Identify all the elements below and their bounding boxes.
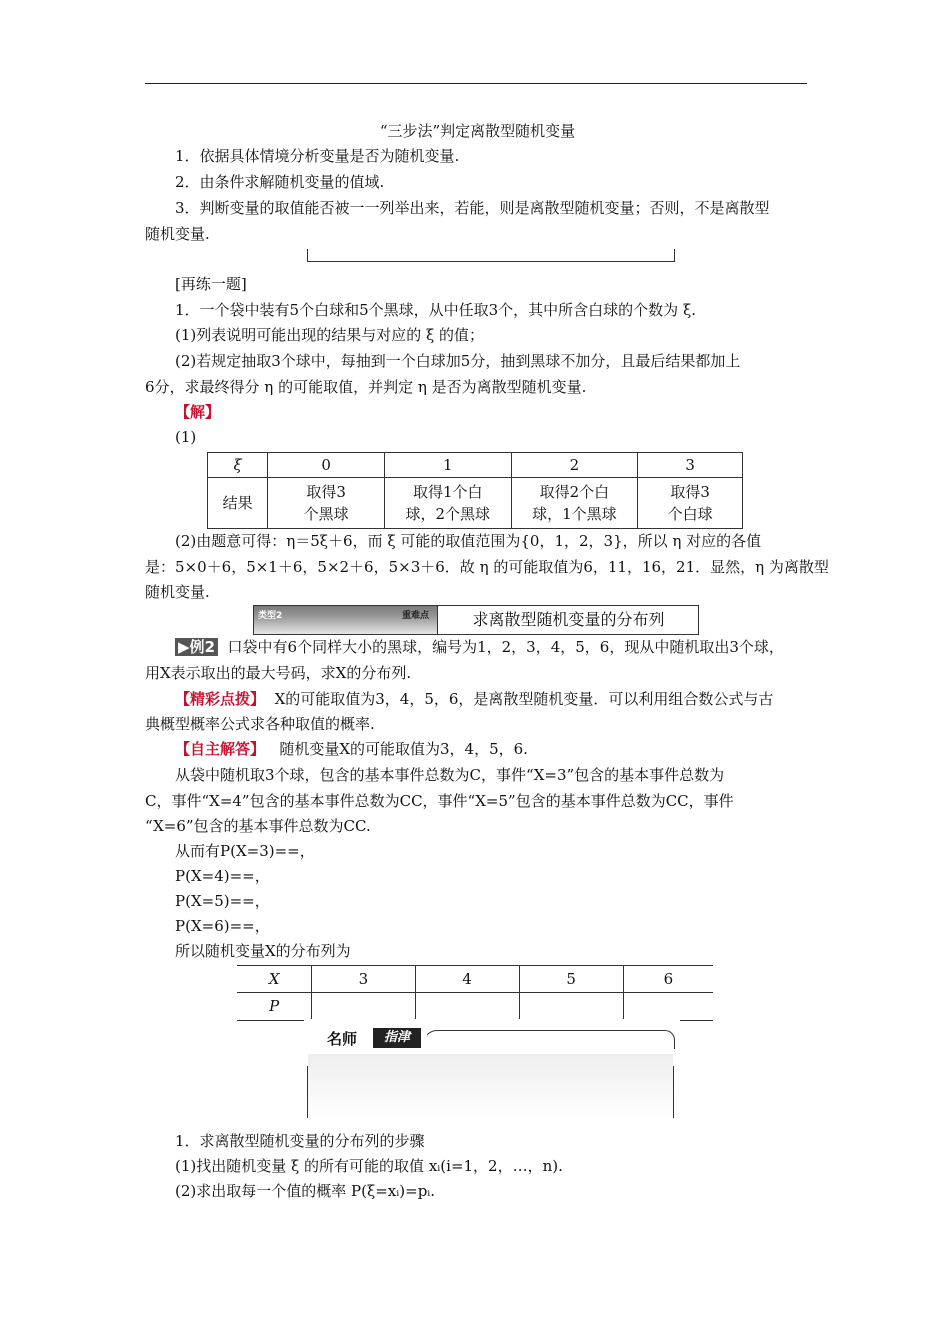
problem-line: (1)列表说明可能出现的结果与对应的 ξ 的值； xyxy=(175,326,485,344)
table-cell: 取得2个白 球，1个黑球 xyxy=(511,478,638,529)
tip-step: 2．由条件求解随机变量的值域. xyxy=(175,173,385,191)
table-header-cell: 1 xyxy=(384,453,511,478)
answer-line: 从袋中随机取3个球，包含的基本事件总数为C，事件“X=3”包含的基本事件总数为 xyxy=(175,766,725,784)
banner-tag: 类型2 xyxy=(258,611,283,621)
table-header-cell: 4 xyxy=(415,966,519,993)
outcome-table xyxy=(207,452,743,529)
tip-step: 1．依据具体情境分析变量是否为随机变量. xyxy=(175,147,460,165)
problem-line: (2)若规定抽取3个球中，每抽到一个白球加5分，抽到黑球不加分，且最后结果都加上 xyxy=(175,352,741,370)
example-badge: ▶例2 xyxy=(175,638,218,656)
table-underline xyxy=(237,1020,304,1021)
header-rule xyxy=(145,83,807,84)
tip-side xyxy=(307,1066,308,1118)
table-header-cell: 5 xyxy=(519,966,623,993)
table-underline xyxy=(680,1020,713,1021)
banner-tag: 重难点 xyxy=(402,611,430,621)
hint-line: 典概型概率公式求各种取值的概率. xyxy=(145,715,375,733)
table-cell xyxy=(623,993,713,1020)
problem-line: 1．一个袋中装有5个白球和5个黑球，从中任取3个，其中所含白球的个数为 ξ. xyxy=(175,301,696,319)
solution-label: 【解】 xyxy=(175,403,221,421)
dist-intro: 所以随机变量X的分布列为 xyxy=(175,942,351,960)
table-header-cell: 2 xyxy=(511,453,638,478)
hint-label: 【精彩点拨】 xyxy=(175,690,266,708)
answer-label: 【自主解答】 xyxy=(175,740,266,758)
tip-step: 随机变量. xyxy=(145,225,210,243)
table-header-cell: 3 xyxy=(638,453,743,478)
part1-label: (1) xyxy=(175,428,197,446)
answer-line: 【自主解答】 随机变量X的可能取值为3，4，5，6. xyxy=(175,740,528,758)
table-cell xyxy=(519,993,623,1020)
distribution-table xyxy=(237,965,713,1019)
table-cell: 取得3 个黑球 xyxy=(268,478,385,529)
table-row-label: 结果 xyxy=(208,478,268,529)
steps-title: 1．求离散型随机变量的分布列的步骤 xyxy=(175,1132,425,1150)
table-row-label: P xyxy=(269,997,280,1015)
part2-line: 是：5×0＋6，5×1＋6，5×2＋6，5×3＋6．故 η 的可能取值为6，11，16，21．显然，η 为离散型 xyxy=(145,558,829,576)
part2-line: (2)由题意可得：η＝5ξ＋6，而 ξ 可能的取值范围为{0，1，2，3}，所以 η 对应的各值 xyxy=(175,532,762,550)
teacher-tip-label: 名师 指津 xyxy=(325,1026,427,1050)
prob-line: P(X=4)==， xyxy=(175,867,270,885)
table-cell xyxy=(415,993,519,1020)
table-cell: 取得3 个白球 xyxy=(638,478,743,529)
step-line: (2)求出取每一个值的概率 P(ξ=xᵢ)=pᵢ. xyxy=(175,1182,436,1200)
prob-line: 从而有P(X=3)==， xyxy=(175,842,315,860)
answer-line: C，事件“X=4”包含的基本事件总数为CC，事件“X=5”包含的基本事件总数为CC，事件 xyxy=(145,792,734,810)
tip-title: “三步法”判定离散型随机变量 xyxy=(379,122,576,140)
banner-title: 求离散型随机变量的分布列 xyxy=(437,606,699,634)
table-cell: 取得1个白 球，2个黑球 xyxy=(384,478,511,529)
example-line: ▶例2 口袋中有6个同样大小的黑球，编号为1，2，3，4，5，6，现从中随机取出3个球， xyxy=(175,637,840,657)
practice-label: [再练一题] xyxy=(175,275,247,293)
part2-line: 随机变量. xyxy=(145,583,210,601)
hint-line: 【精彩点拨】 X的可能取值为3，4，5，6，是离散型随机变量．可以利用组合数公式与古 xyxy=(175,690,774,708)
table-header-cell: ξ xyxy=(208,453,268,478)
tip-step: 3．判断变量的取值能否被一一列举出来，若能，则是离散型随机变量；否则，不是离散型 xyxy=(175,199,770,217)
table-header-cell: 0 xyxy=(268,453,385,478)
table-header-cell: 6 xyxy=(623,966,713,993)
type-banner xyxy=(253,605,699,635)
problem-line: 6分，求最终得分 η 的可能取值，并判定 η 是否为离散型随机变量. xyxy=(145,378,587,396)
prob-line: P(X=5)==， xyxy=(175,892,270,910)
table-header-cell: X xyxy=(237,966,312,993)
tip-bracket xyxy=(307,249,675,262)
example-line: 用X表示取出的最大号码，求X的分布列. xyxy=(145,664,412,682)
tip-shade xyxy=(308,1054,673,1118)
tip-side xyxy=(673,1066,674,1118)
step-line: (1)找出随机变量 ξ 的所有可能的取值 xᵢ(i=1，2，…，n). xyxy=(175,1157,563,1175)
table-cell xyxy=(312,993,415,1020)
teacher-tip-box xyxy=(307,1026,674,1118)
table-header-cell: 3 xyxy=(312,966,415,993)
tip-curve xyxy=(423,1030,675,1049)
banner-gradient xyxy=(254,606,437,634)
prob-line: P(X=6)==， xyxy=(175,917,270,935)
answer-line: “X=6”包含的基本事件总数为CC. xyxy=(145,817,371,835)
